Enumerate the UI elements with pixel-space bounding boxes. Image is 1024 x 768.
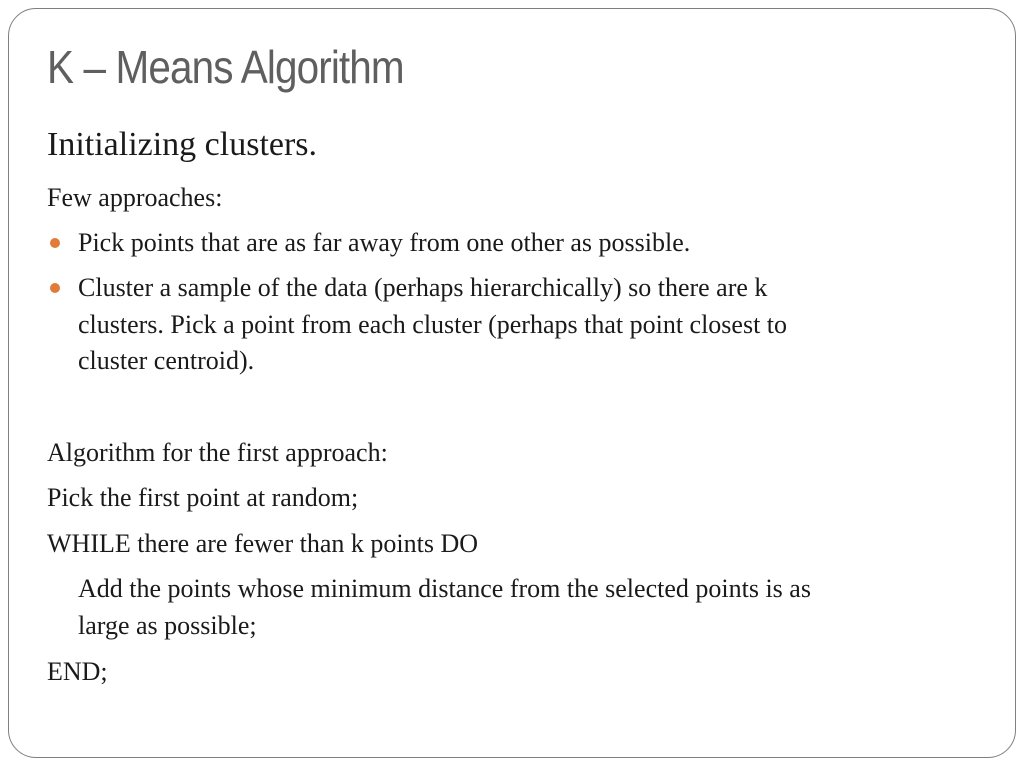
slide-frame bbox=[8, 8, 1016, 758]
algorithm-step-1: Pick the first point at random; bbox=[47, 483, 359, 512]
bullet-line: cluster centroid). bbox=[78, 346, 255, 375]
bullet-line: clusters. Pick a point from each cluster (perhaps that point closest to bbox=[78, 309, 788, 339]
algorithm-loop-body-line-1: Add the points whose minimum distance from the selected points is as bbox=[78, 574, 811, 603]
bullet-item-2 bbox=[78, 270, 958, 380]
bullet-line: Pick points that are as far away from one other as possible. bbox=[78, 228, 691, 257]
slide-title: K – Means Algorithm bbox=[47, 41, 404, 93]
bullet-dot-icon bbox=[50, 238, 60, 248]
slide-subtitle: Initializing clusters. bbox=[47, 126, 318, 163]
bullet-dot-icon bbox=[50, 283, 60, 293]
bullet-line: Cluster a sample of the data (perhaps hierarchically) so there are k bbox=[78, 273, 768, 302]
intro-text: Few approaches: bbox=[47, 183, 223, 212]
algorithm-heading: Algorithm for the first approach: bbox=[47, 438, 388, 467]
bullet-item-1 bbox=[78, 225, 958, 262]
algorithm-loop-start: WHILE there are fewer than k points DO bbox=[47, 529, 478, 558]
algorithm-loop-end: END; bbox=[47, 657, 108, 686]
algorithm-loop-body-line-2: large as possible; bbox=[78, 611, 257, 640]
